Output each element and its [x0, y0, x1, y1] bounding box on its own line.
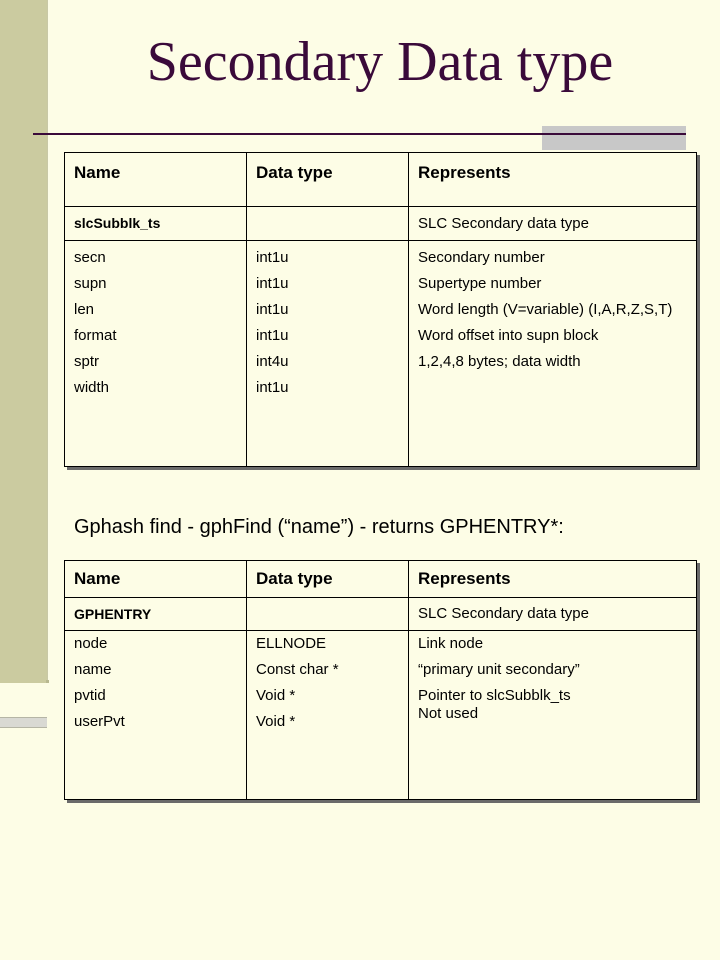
field-type: Const char *	[256, 661, 339, 678]
header-data-type: Data type	[247, 153, 409, 207]
field-name: pvtid	[74, 687, 106, 704]
field-description: Word length (V=variable) (I,A,R,Z,S,T)	[418, 301, 673, 318]
table-row	[65, 207, 697, 241]
field-name: sptr	[74, 353, 100, 370]
struct-type	[247, 207, 409, 241]
field-description: Not used	[418, 705, 479, 722]
field-description: “primary unit secondary”	[418, 661, 580, 678]
field-name: node	[74, 635, 108, 652]
side-bar	[0, 0, 47, 683]
field-type: Void *	[256, 713, 296, 730]
field-description: 1,2,4,8 bytes; data width	[418, 353, 581, 370]
header-represents: Represents	[409, 153, 697, 207]
table-row	[65, 631, 697, 800]
field-type: int1u	[256, 379, 289, 396]
title-rule	[33, 133, 686, 135]
field-name: width	[74, 379, 110, 396]
field-description: Link node	[418, 635, 484, 652]
header-name: Name	[65, 153, 247, 207]
header-represents: Represents	[409, 561, 697, 598]
field-type: int4u	[256, 353, 289, 370]
field-description: Supertype number	[418, 275, 542, 292]
field-description: Word offset into supn block	[418, 327, 599, 344]
field-type: int1u	[256, 249, 289, 266]
field-types	[247, 241, 409, 467]
field-types	[247, 631, 409, 800]
table-row	[65, 241, 697, 467]
header-data-type: Data type	[247, 561, 409, 598]
header-name: Name	[65, 561, 247, 598]
field-name: userPvt	[74, 713, 125, 730]
field-type: Void *	[256, 687, 296, 704]
field-name: format	[74, 327, 117, 344]
field-description: Secondary number	[418, 249, 545, 266]
title-rule-block	[542, 126, 686, 150]
field-names	[65, 631, 247, 800]
field-name: len	[74, 301, 95, 318]
struct-name: GPHENTRY	[65, 598, 247, 631]
table-header-row	[65, 153, 697, 207]
table-row	[65, 598, 697, 631]
side-bar-footer	[0, 717, 47, 728]
field-name: secn	[74, 249, 106, 266]
gphash-caption: Gphash find - gphFind (“name”) - returns GPHENTRY*:	[74, 516, 564, 538]
field-descriptions	[409, 631, 697, 800]
field-type: int1u	[256, 275, 289, 292]
field-type: ELLNODE	[256, 635, 327, 652]
secondary-data-table	[64, 152, 697, 467]
side-bar-mark	[46, 680, 49, 683]
struct-represents: SLC Secondary data type	[409, 207, 697, 241]
gphentry-table	[64, 560, 697, 800]
field-type: int1u	[256, 301, 289, 318]
field-names	[65, 241, 247, 467]
struct-type	[247, 598, 409, 631]
field-description: Pointer to slcSubblk_ts	[418, 687, 571, 704]
struct-represents: SLC Secondary data type	[409, 598, 697, 631]
struct-name: slcSubblk_ts	[65, 207, 247, 241]
field-type: int1u	[256, 327, 289, 344]
field-name: name	[74, 661, 112, 678]
field-name: supn	[74, 275, 107, 292]
side-bar-edge	[47, 0, 48, 683]
table-header-row	[65, 561, 697, 598]
field-descriptions	[409, 241, 697, 467]
page-title: Secondary Data type	[146, 31, 614, 93]
